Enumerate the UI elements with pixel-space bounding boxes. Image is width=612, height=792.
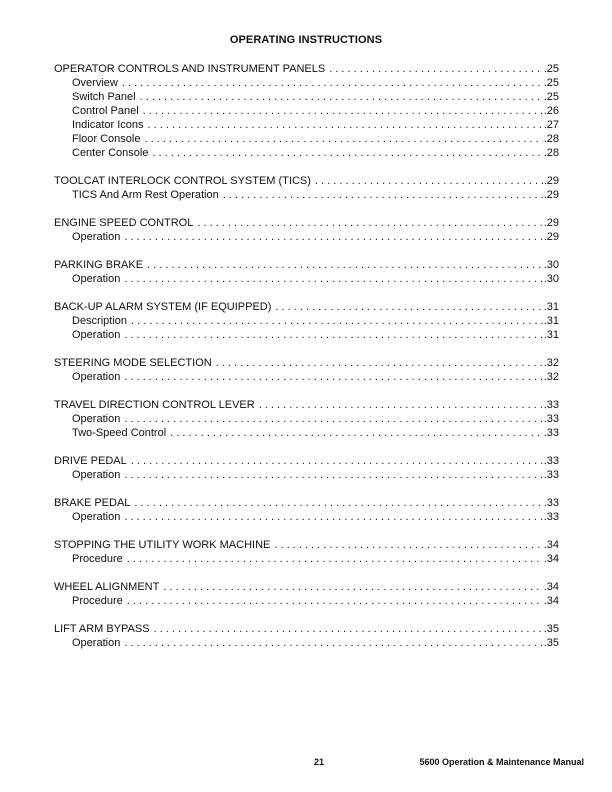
footer-page-number: 21 — [314, 757, 325, 767]
dot-leader — [124, 510, 542, 524]
toc-entry[interactable] — [54, 188, 559, 202]
dot-leader — [274, 538, 542, 552]
toc-section — [54, 580, 559, 608]
toc-heading-page-number: .30 — [543, 259, 559, 271]
toc-heading[interactable] — [54, 622, 559, 636]
dot-leader — [216, 356, 543, 370]
toc-entry[interactable] — [54, 76, 559, 90]
dot-leader — [127, 552, 543, 566]
dot-leader — [154, 622, 543, 636]
toc-entry-label: Operation — [72, 273, 121, 285]
toc-heading[interactable] — [54, 398, 559, 412]
dot-leader — [315, 174, 543, 188]
dot-leader — [124, 328, 542, 342]
toc-heading[interactable] — [54, 454, 559, 468]
toc-entry[interactable] — [54, 272, 559, 286]
toc-heading-page-number: .29 — [543, 175, 559, 187]
toc-entry-page-number: .34 — [543, 595, 559, 607]
toc-heading-label: PARKING BRAKE — [54, 259, 144, 271]
toc-entry-label: Operation — [72, 231, 121, 243]
toc-entry[interactable] — [54, 594, 559, 608]
dot-leader — [144, 132, 542, 146]
toc-heading-label: OPERATOR CONTROLS AND INSTRUMENT PANELS — [54, 63, 326, 75]
toc-heading-page-number: .34 — [543, 581, 559, 593]
toc-entry-page-number: .33 — [543, 427, 559, 439]
toc-entry-label: Operation — [72, 469, 121, 481]
dot-leader — [147, 258, 543, 272]
toc-entry[interactable] — [54, 328, 559, 342]
toc-heading-page-number: .33 — [543, 497, 559, 509]
dot-leader — [275, 300, 542, 314]
toc-entry-page-number: .29 — [543, 231, 559, 243]
toc-heading-page-number: .29 — [543, 217, 559, 229]
toc-entry-page-number: .33 — [543, 511, 559, 523]
toc-heading-label: BACK-UP ALARM SYSTEM (IF EQUIPPED) — [54, 301, 272, 313]
toc-heading[interactable] — [54, 580, 559, 594]
toc-entry-page-number: .28 — [543, 147, 559, 159]
toc-section — [54, 216, 559, 244]
toc-entry-label: Center Console — [72, 147, 149, 159]
toc-heading[interactable] — [54, 538, 559, 552]
toc-entry-page-number: .31 — [543, 315, 559, 327]
toc-entry[interactable] — [54, 314, 559, 328]
dot-leader — [134, 496, 542, 510]
toc-entry-label: Operation — [72, 371, 121, 383]
dot-leader — [131, 454, 543, 468]
toc-entry-page-number: .29 — [543, 189, 559, 201]
toc-entry[interactable] — [54, 426, 559, 440]
toc-entry-label: Operation — [72, 511, 121, 523]
toc-entry[interactable] — [54, 230, 559, 244]
dot-leader — [329, 62, 543, 76]
toc-heading-page-number: .31 — [543, 301, 559, 313]
toc-entry-label: Operation — [72, 637, 121, 649]
dot-leader — [163, 580, 542, 594]
dot-leader — [124, 468, 542, 482]
dot-leader — [197, 216, 542, 230]
toc-heading[interactable] — [54, 356, 559, 370]
toc-entry[interactable] — [54, 552, 559, 566]
toc-entry-label: Switch Panel — [72, 91, 136, 103]
toc-entry-label: Indicator Icons — [72, 119, 144, 131]
toc-section — [54, 622, 559, 650]
toc-heading[interactable] — [54, 300, 559, 314]
toc-heading[interactable] — [54, 258, 559, 272]
toc-section — [54, 496, 559, 524]
toc-entry[interactable] — [54, 468, 559, 482]
toc-heading-page-number: .34 — [543, 539, 559, 551]
page-title: OPERATING INSTRUCTIONS — [229, 34, 383, 46]
dot-leader — [259, 398, 543, 412]
toc-heading-label: TRAVEL DIRECTION CONTROL LEVER — [54, 399, 255, 411]
dot-leader — [223, 188, 543, 202]
toc-entry[interactable] — [54, 412, 559, 426]
toc-entry[interactable] — [54, 132, 559, 146]
toc-entry-label: Overview — [72, 77, 118, 89]
toc-entry[interactable] — [54, 510, 559, 524]
toc-entry-page-number: .25 — [543, 77, 559, 89]
dot-leader — [131, 314, 543, 328]
toc-entry[interactable] — [54, 146, 559, 160]
toc-entry-label: Procedure — [72, 595, 123, 607]
toc-heading-label: STOPPING THE UTILITY WORK MACHINE — [54, 539, 271, 551]
toc-heading-page-number: .35 — [543, 623, 559, 635]
toc-section — [54, 258, 559, 286]
toc-heading-label: DRIVE PEDAL — [54, 455, 127, 467]
toc-heading[interactable] — [54, 496, 559, 510]
toc-entry-page-number: .35 — [543, 637, 559, 649]
dot-leader — [152, 146, 542, 160]
toc-entry-label: Two-Speed Control — [72, 427, 167, 439]
toc-heading-label: ENGINE SPEED CONTROL — [54, 217, 194, 229]
toc-section — [54, 398, 559, 440]
toc-entry-page-number: .30 — [543, 273, 559, 285]
footer-manual-title: 5600 Operation & Maintenance Manual — [419, 757, 584, 767]
toc-entry[interactable] — [54, 118, 559, 132]
toc-heading-label: LIFT ARM BYPASS — [54, 623, 150, 635]
toc-heading-label: STEERING MODE SELECTION — [54, 357, 212, 369]
toc-heading-page-number: .33 — [543, 399, 559, 411]
toc-heading-label: BRAKE PEDAL — [54, 497, 131, 509]
dot-leader — [143, 104, 543, 118]
toc-entry-page-number: .32 — [543, 371, 559, 383]
toc-heading-page-number: .33 — [543, 455, 559, 467]
toc-entry-page-number: .25 — [543, 91, 559, 103]
dot-leader — [124, 636, 542, 650]
toc-heading[interactable] — [54, 62, 559, 76]
toc-section — [54, 356, 559, 384]
table-of-contents — [54, 62, 559, 664]
toc-section — [54, 454, 559, 482]
toc-heading[interactable] — [54, 174, 559, 188]
toc-entry[interactable] — [54, 370, 559, 384]
toc-entry[interactable] — [54, 104, 559, 118]
toc-heading-page-number: .25 — [543, 63, 559, 75]
toc-entry-page-number: .28 — [543, 133, 559, 145]
dot-leader — [170, 426, 543, 440]
toc-entry-label: Floor Console — [72, 133, 141, 145]
toc-heading-label: WHEEL ALIGNMENT — [54, 581, 160, 593]
toc-entry[interactable] — [54, 636, 559, 650]
toc-entry-label: Procedure — [72, 553, 123, 565]
toc-entry-page-number: .31 — [543, 329, 559, 341]
toc-entry-label: TICS And Arm Rest Operation — [72, 189, 219, 201]
toc-entry[interactable] — [54, 90, 559, 104]
dot-leader — [148, 118, 543, 132]
toc-entry-label: Control Panel — [72, 105, 139, 117]
toc-entry-label: Operation — [72, 329, 121, 341]
dot-leader — [124, 370, 542, 384]
dot-leader — [124, 412, 542, 426]
dot-leader — [124, 272, 542, 286]
toc-entry-label: Operation — [72, 413, 121, 425]
toc-entry-page-number: .33 — [543, 413, 559, 425]
dot-leader — [122, 76, 543, 90]
toc-section — [54, 538, 559, 566]
toc-entry-page-number: .34 — [543, 553, 559, 565]
toc-heading[interactable] — [54, 216, 559, 230]
dot-leader — [124, 230, 542, 244]
toc-section — [54, 62, 559, 160]
dot-leader — [127, 594, 543, 608]
toc-entry-page-number: .33 — [543, 469, 559, 481]
toc-section — [54, 174, 559, 202]
toc-heading-page-number: .32 — [543, 357, 559, 369]
dot-leader — [140, 90, 543, 104]
toc-section — [54, 300, 559, 342]
toc-heading-label: TOOLCAT INTERLOCK CONTROL SYSTEM (TICS) — [54, 175, 311, 187]
toc-entry-page-number: .27 — [543, 119, 559, 131]
toc-entry-page-number: .26 — [543, 105, 559, 117]
toc-entry-label: Description — [72, 315, 128, 327]
